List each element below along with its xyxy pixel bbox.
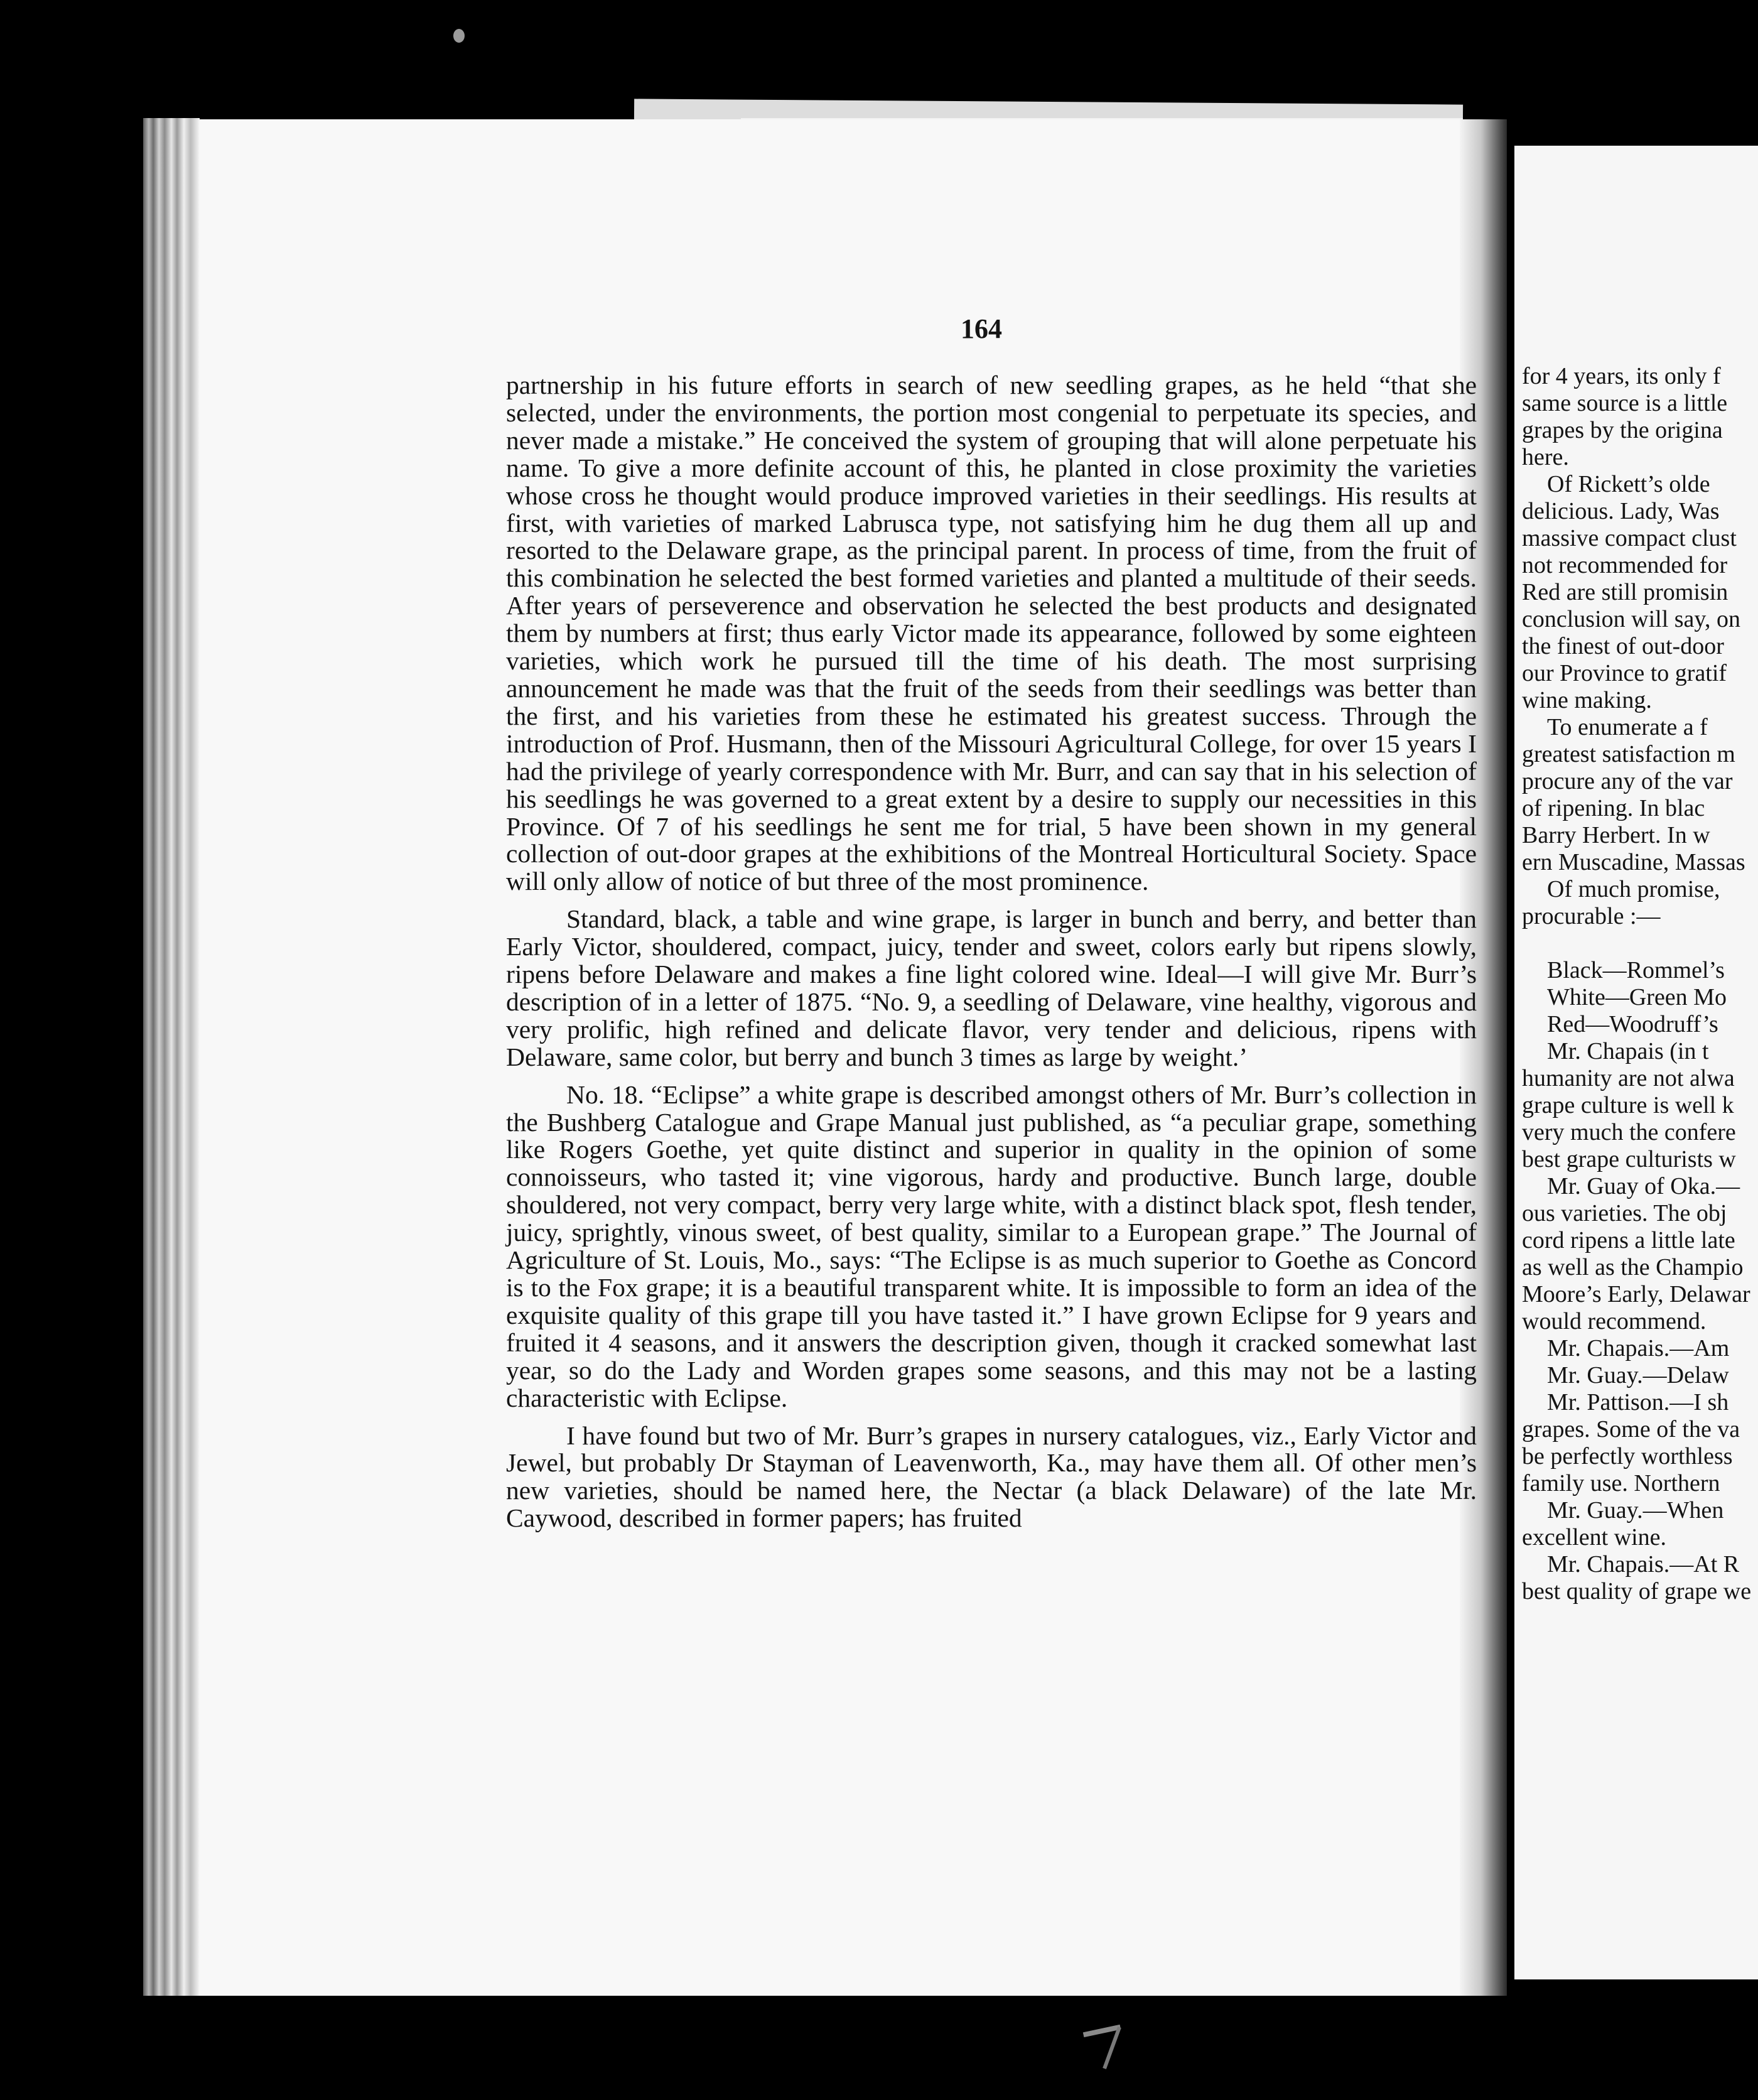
facing-page-line: grape culture is well k [1522, 1092, 1734, 1118]
page-body [506, 372, 1477, 1542]
facing-page-line: Mr. Guay of Oka.— [1547, 1173, 1740, 1199]
facing-page-line: Black—Rommel’s [1547, 957, 1725, 983]
facing-page-line: ern Muscadine, Massas [1522, 849, 1745, 875]
book-page-edges [143, 118, 200, 1996]
facing-page-line: To enumerate a f [1547, 714, 1708, 740]
paragraph: partnership in his future efforts in search of new seedling grapes, as he held “that she selected, under the environments, the portion most congenial to perpetuate its species, and never made a mistake.” He conceived the system of grouping that will alone perpetuate his name. To give a more definite account of this, he planted in close proximity the varieties whose cross he thought would produce improved varieties in their seedlings. His results at first, with varieties of marked Labrusca type, not satisfying him he dug them all up and resorted to the Delaware grape, as the principal parent. In process of time, from the fruit of this combination he selected the best formed varieties and planted a multitude of their seeds. After years of perseverence and observation he selected the best products and designated them by numbers at first; thus early Victor made its appearance, followed by some eighteen varieties, which work he pursued till the time of his death. The most surprising announcement he made was that the fruit of the seeds from their seedlings was better than the first, and his varieties from these he estimated his greatest success. Through the introduction of Prof. Husmann, then of the Missouri Agricultural College, for over 15 years I had the privilege of yearly correspondence with Mr. Burr, and can say that in his selection of his seedlings he was governed to a great extent by a desire to supply our necessities in this Province. Of 7 of his seedlings he sent me for trial, 5 have been shown in my general collection of out-door grapes at the exhibitions of the Montreal Horticultural Society. Space will only allow of notice of but three of the most prominence. [506, 371, 1477, 896]
facing-page-text [1522, 363, 1758, 1605]
facing-page-line: Mr. Chapais (in t [1547, 1038, 1709, 1064]
facing-page-line: very much the confere [1522, 1119, 1736, 1145]
facing-page-line: cord ripens a little late [1522, 1227, 1735, 1253]
facing-page-line: family use. Northern [1522, 1470, 1720, 1497]
facing-page-line: humanity are not alwa [1522, 1065, 1735, 1091]
facing-page-line: Moore’s Early, Delawar [1522, 1281, 1750, 1307]
facing-page-line: ous varieties. The obj [1522, 1200, 1727, 1226]
facing-page-line: Mr. Guay.—When [1547, 1497, 1724, 1524]
facing-page-line: delicious. Lady, Was [1522, 498, 1720, 524]
paragraph: I have found but two of Mr. Burr’s grapes in nursery catalogues, viz., Early Victor and Jewel, but probably Dr Stayman of Leavenworth, Ka., may have them all. Of other men’s new varieties, should be named here, the Nectar (a black Delaware) of the late Mr. Caywood, described in former papers; has fruited [506, 1421, 1477, 1533]
facing-page-line: be perfectly worthless [1522, 1443, 1733, 1469]
facing-page-line: Mr. Chapais.—Am [1547, 1335, 1730, 1361]
facing-page-line: best grape culturists w [1522, 1146, 1736, 1172]
facing-page-line: procurable :— [1522, 903, 1661, 929]
facing-page-line: Mr. Guay.—Delaw [1547, 1362, 1729, 1388]
facing-page-line: excellent wine. [1522, 1524, 1667, 1551]
facing-page-line: of ripening. In blac [1522, 795, 1705, 821]
facing-page-line: White—Green Mo [1547, 984, 1727, 1010]
facing-page-line: here. [1522, 444, 1569, 470]
facing-page-line: conclusion will say, on [1522, 606, 1740, 632]
facing-page-line: Mr. Chapais.—At R [1547, 1551, 1740, 1578]
facing-page-line: as well as the Champio [1522, 1254, 1744, 1280]
facing-page-line [1522, 930, 1758, 957]
facing-page-line: Mr. Pattison.—I sh [1547, 1389, 1729, 1415]
facing-page-line: procure any of the var [1522, 768, 1733, 794]
facing-page-line: Red are still promisin [1522, 579, 1728, 605]
scan-artifact [1103, 2027, 1121, 2069]
facing-page-line: wine making. [1522, 687, 1652, 713]
scan-speck [453, 29, 465, 43]
page-number: 164 [961, 313, 1002, 344]
facing-page-line: grapes by the origina [1522, 417, 1723, 443]
paragraph: Standard, black, a table and wine grape, is larger in bunch and berry, and better than Early Victor, shouldered, compact, juicy, tender and sweet, colors early but ripens slowly, ripens before Delaware and makes a fine light colored wine. Ideal—I will give Mr. Burr’s description of in a letter of 1875. “No. 9, a seedling of Delaware, vine healthy, vigorous and very prolific, high refined and delicate flavor, very tender and delicious, ripens with Delaware, same color, but berry and bunch 3 times as large by weight.’ [506, 904, 1477, 1071]
facing-page-line: best quality of grape we [1522, 1578, 1752, 1605]
facing-page-line: massive compact clust [1522, 525, 1737, 551]
facing-page-line: not recommended for [1522, 552, 1728, 578]
facing-page-line: Barry Herbert. In w [1522, 822, 1710, 848]
facing-page-line: Of Rickett’s olde [1547, 471, 1710, 497]
facing-page-line: for 4 years, its only f [1522, 363, 1721, 389]
facing-page-line: the finest of out-door [1522, 633, 1724, 659]
facing-page-line: grapes. Some of the va [1522, 1416, 1740, 1442]
facing-page-line: greatest satisfaction m [1522, 741, 1735, 767]
facing-page-line: our Province to gratif [1522, 660, 1727, 686]
facing-page-line: would recommend. [1522, 1308, 1707, 1334]
facing-page-line: Of much promise, [1547, 876, 1720, 902]
facing-page-line: Red—Woodruff’s [1547, 1011, 1718, 1037]
paragraph: No. 18. “Eclipse” a white grape is described amongst others of Mr. Burr’s collection in the Bushberg Catalogue and Grape Manual just published, as “a peculiar grape, something like Rogers Goethe, yet quite distinct and superior in quality in the opinion of some connoisseurs, who tasted it; vine vigorous, hardy and productive. Bunch large, double shouldered, not very compact, berry very large white, with a distinct black spot, flesh tender, juicy, sprightly, vinous sweet, of best quality, similar to a European grape.” The Journal of Agriculture of St. Louis, Mo., says: “The Eclipse is as much superior to Goethe as Concord is to the Fox grape; it is a beautiful transparent white. It is impossible to form an idea of the exquisite quality of this grape till you have tasted it.” I have grown Eclipse for 9 years and fruited it 4 seasons, and it answers the description given, though it cracked somewhat last year, so do the Lady and Worden grapes some seasons, and this may not be a lasting characteristic with Eclipse. [506, 1080, 1477, 1412]
facing-page-line: same source is a little [1522, 390, 1728, 416]
